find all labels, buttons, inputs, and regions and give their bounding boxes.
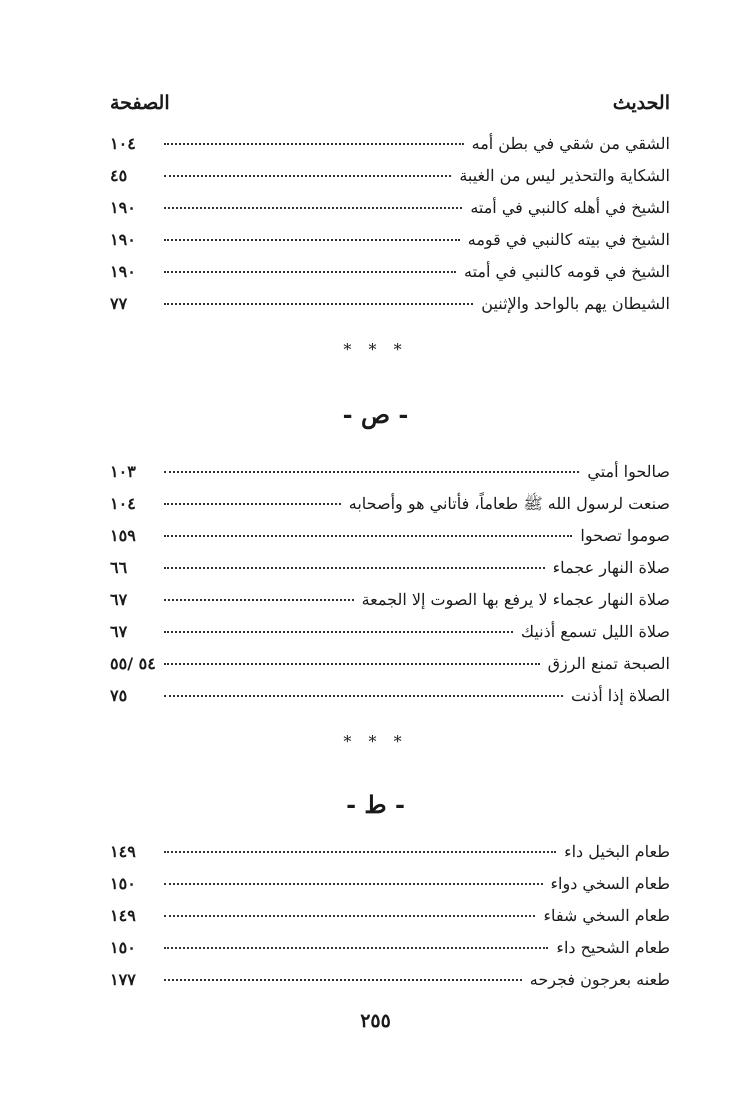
entry-page-number: ١٠٤ xyxy=(110,494,136,513)
entry-title: طعام البخيل داء xyxy=(564,842,670,861)
leader-dots xyxy=(164,695,563,697)
index-entry xyxy=(110,584,670,616)
index-header xyxy=(110,88,670,118)
index-entry xyxy=(110,288,670,320)
entry-page-number: ١٩٠ xyxy=(110,262,136,281)
index-entry xyxy=(110,128,670,160)
entry-page-number: ١٥٩ xyxy=(110,526,136,545)
section-separator-stars: * * * xyxy=(343,732,408,751)
index-entry xyxy=(110,616,670,648)
entry-title: صوموا تصحوا xyxy=(580,526,670,545)
leader-dots xyxy=(164,303,473,305)
entry-title: الشيطان يهم بالواحد والإثنين xyxy=(481,294,670,313)
entry-title: طعنه بعرجون فجرحه xyxy=(529,970,670,989)
leader-dots xyxy=(164,915,535,917)
entry-title: صالحوا أمتي xyxy=(587,462,670,481)
index-entry xyxy=(110,160,670,192)
leader-dots xyxy=(164,631,513,633)
entry-title: صلاة الليل تسمع أذنيك xyxy=(520,622,670,641)
index-entry xyxy=(110,932,670,964)
leader-dots xyxy=(164,271,456,273)
entry-title: طعام السخي دواء xyxy=(550,874,670,893)
hadith-column-heading: الحديث xyxy=(612,92,670,114)
entry-page-number: ٦٧ xyxy=(110,590,128,609)
entry-page-number: ١٤٩ xyxy=(110,842,136,861)
entry-title: طعام السخي شفاء xyxy=(543,906,670,925)
leader-dots xyxy=(164,503,341,505)
entry-title: صلاة النهار عجماء xyxy=(552,558,670,577)
index-entry xyxy=(110,192,670,224)
index-entry xyxy=(110,900,670,932)
entry-title: الشيخ في بيته كالنبي في قومه xyxy=(467,230,670,249)
entry-title: الشيخ في قومه كالنبي في أمته xyxy=(464,262,670,281)
index-entry xyxy=(110,648,670,680)
leader-dots xyxy=(164,535,572,537)
entry-page-number: ١٠٣ xyxy=(110,462,136,481)
index-entry xyxy=(110,552,670,584)
index-entry xyxy=(110,964,670,996)
leader-dots xyxy=(164,883,543,885)
entry-title: الشيخ في أهله كالنبي في أمته xyxy=(470,198,670,217)
entry-page-number: ٤٥ xyxy=(110,166,128,185)
leader-dots xyxy=(164,567,545,569)
index-entry xyxy=(110,836,670,868)
section-shin-entries xyxy=(110,128,670,320)
page-number: ٢٥٥ xyxy=(360,1010,391,1032)
leader-dots xyxy=(164,947,548,949)
entry-title: طعام الشحيح داء xyxy=(556,938,670,957)
section-letter-ta: - ط - xyxy=(346,790,405,819)
leader-dots xyxy=(164,175,451,177)
entry-title: الشكاية والتحذير ليس من الغيبة xyxy=(459,166,670,185)
section-sad-entries xyxy=(110,456,670,712)
entry-page-number: ١٩٠ xyxy=(110,230,136,249)
leader-dots xyxy=(164,143,464,145)
entry-title: الصبحة تمنع الرزق xyxy=(547,654,670,673)
entry-page-number: ١٥٠ xyxy=(110,938,136,957)
section-letter-sad: - ص - xyxy=(342,400,409,429)
leader-dots xyxy=(164,663,540,665)
section-separator-stars: * * * xyxy=(343,340,408,359)
entry-page-number: ١٧٧ xyxy=(110,970,136,989)
index-entry xyxy=(110,680,670,712)
page-column-heading: الصفحة xyxy=(110,92,170,114)
index-entry xyxy=(110,488,670,520)
entry-title: الشقي من شقي في بطن أمه xyxy=(471,134,670,153)
entry-page-number: ٧٧ xyxy=(110,294,128,313)
entry-page-number: ١٠٤ xyxy=(110,134,136,153)
entry-title: صلاة النهار عجماء لا يرفع بها الصوت إلا الجمعة xyxy=(361,590,670,609)
section-ta-entries xyxy=(110,836,670,996)
entry-page-number: ٦٧ xyxy=(110,622,128,641)
leader-dots xyxy=(164,239,460,241)
leader-dots xyxy=(164,599,354,601)
entry-page-number: ٦٦ xyxy=(110,558,128,577)
entry-title: صنعت لرسول الله ﷺ طعاماً، فأتاني هو وأصحابه xyxy=(348,494,670,513)
leader-dots xyxy=(164,471,579,473)
entry-page-number: ١٤٩ xyxy=(110,906,136,925)
index-entry xyxy=(110,868,670,900)
entry-page-number: ٥٤ /٥٥ xyxy=(110,654,156,673)
leader-dots xyxy=(164,851,556,853)
entry-title: الصلاة إذا أذنت xyxy=(570,686,670,705)
leader-dots xyxy=(164,979,522,981)
leader-dots xyxy=(164,207,462,209)
index-entry xyxy=(110,456,670,488)
entry-page-number: ٧٥ xyxy=(110,686,128,705)
index-entry xyxy=(110,224,670,256)
entry-page-number: ١٥٠ xyxy=(110,874,136,893)
entry-page-number: ١٩٠ xyxy=(110,198,136,217)
index-entry xyxy=(110,520,670,552)
index-entry xyxy=(110,256,670,288)
